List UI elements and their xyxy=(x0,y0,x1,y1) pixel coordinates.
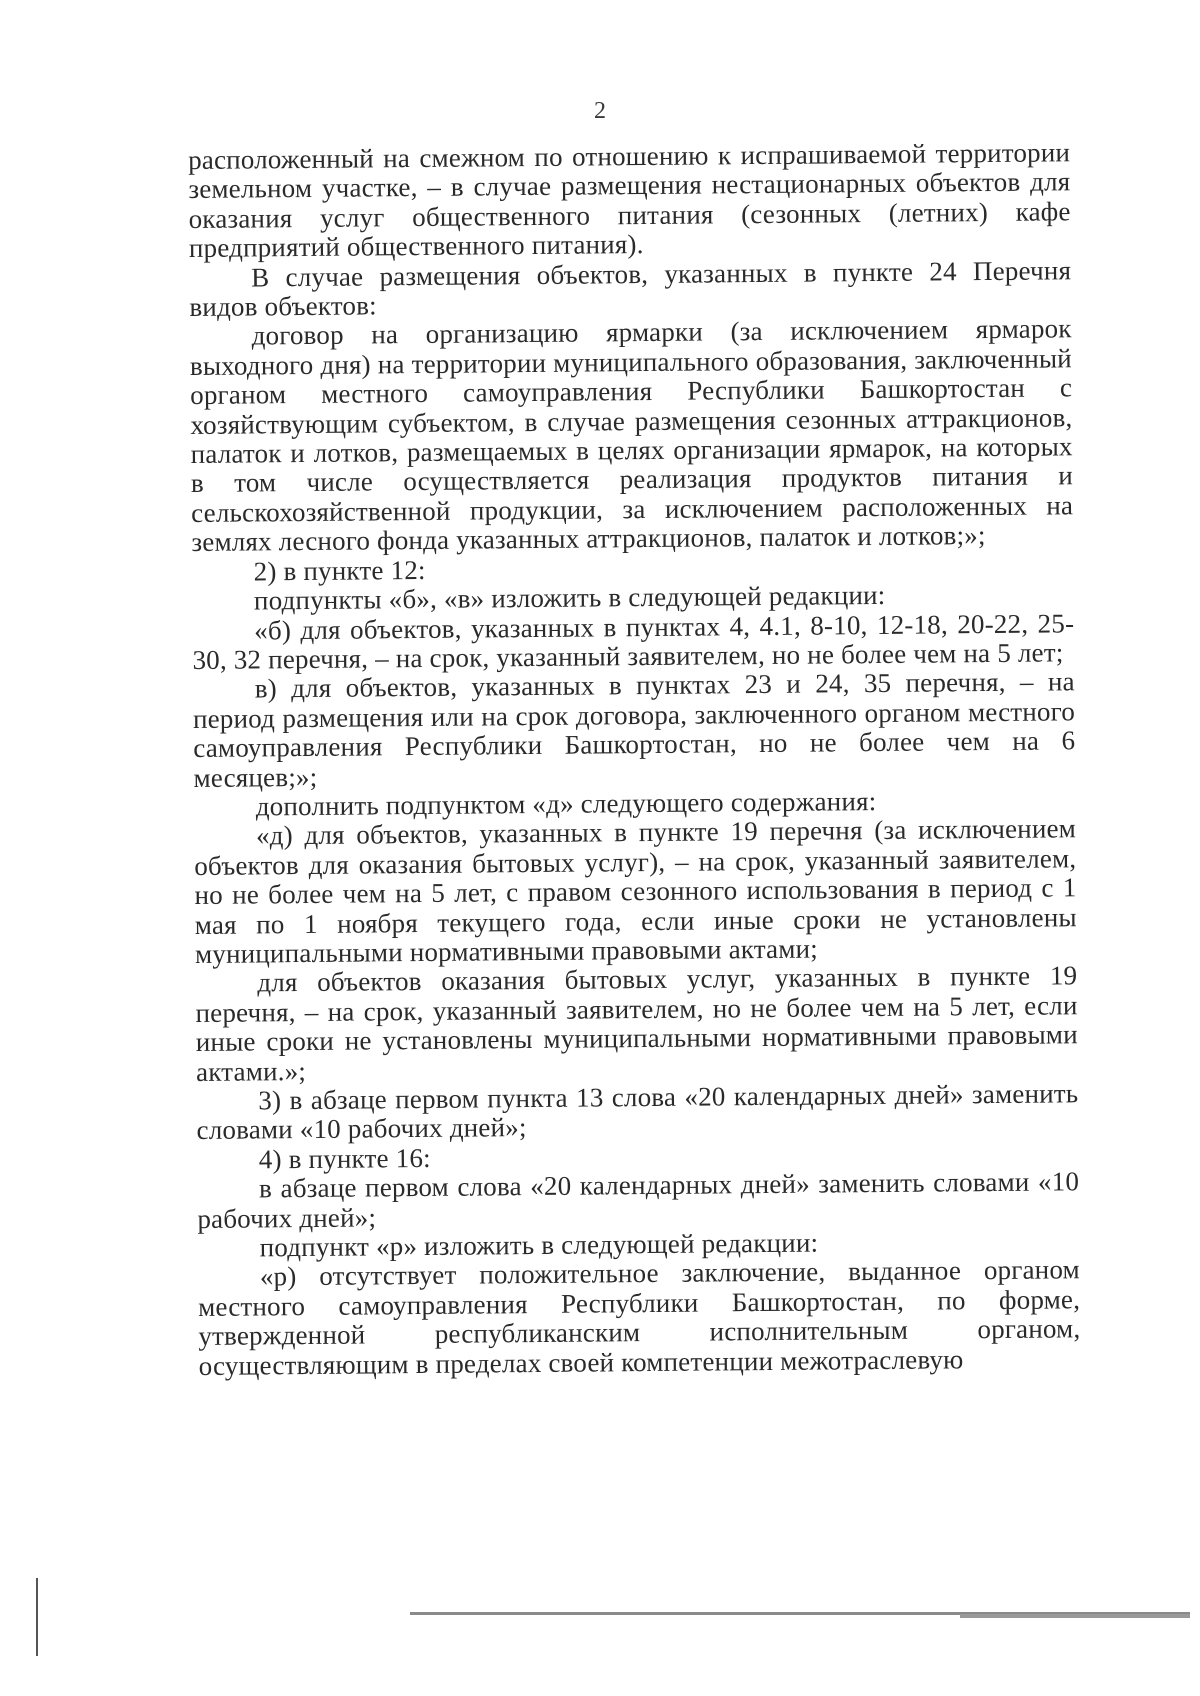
item-2-paragraph: 2) в пункте 12: xyxy=(253,554,426,587)
item-4-paragraph: 4) в пункте 16: xyxy=(258,1142,431,1175)
subitem-r-intro-paragraph: подпункт «р» изложить в следующей редакции: xyxy=(259,1227,819,1263)
page-number: 2 xyxy=(594,98,606,124)
first-paragraph-amendment: в абзаце первом слова «20 календарных дней» заменить словами «10 рабочих дней»; xyxy=(197,1166,1080,1234)
household-services-paragraph: для объектов оказания бытовых услуг, указанных в пункте 19 перечня, – на срок, указанный заявителем, но не более чем на 5 лет, если иные сроки не установлены муниципальными нормативными правовыми актами.»; xyxy=(195,960,1078,1087)
scan-margin-line xyxy=(36,1578,38,1656)
case-24-paragraph: В случае размещения объектов, указанных в пункте 24 Перечня видов объектов: xyxy=(189,254,1072,323)
subitem-d-paragraph: «д) для объектов, указанных в пункте 19 перечня (за исключением объектов для оказания бытовых услуг), – на срок, указанный заявителем, но не более чем на 5 лет, с правом сезонного использования в период с 1 мая по 1 ноября текущего года, если иные сроки не установлены муниципальными нормативными правовыми актами; xyxy=(194,813,1077,969)
scan-bottom-rule-thick xyxy=(960,1614,1190,1618)
fair-contract-paragraph: договор на организацию ярмарки (за исключением ярмарок выходного дня) на территории муниципального образования, заключенный органом местного самоуправления Республики Башкортостан с хозяйствующим субъектом, в случае размещения сезонных аттракционов, палаток и лотков, размещаемых в целях организации ярмарок, на которых в том числе осуществляется реализация продуктов питания и сельскохозяйственной продукции, за исключением расположенных на землях лесного фонда указанных аттракционов, палаток и лотков;»; xyxy=(189,313,1074,558)
item-3-paragraph: 3) в абзаце первом пункта 13 слова «20 календарных дней» заменить словами «10 рабочих дней»; xyxy=(196,1078,1079,1146)
subitem-r-paragraph: «р) отсутствует положительное заключение, выданное органом местного самоуправления Республики Башкортостан, по форме, утвержденной республиканским исполнительным органом, осуществляющим в пределах своей компетенции межотраслевую xyxy=(197,1254,1081,1381)
subitems-b-v-paragraph: подпункты «б», «в» изложить в следующей редакции: xyxy=(253,580,886,616)
continuation-paragraph: расположенный на смежном по отношению к испрашиваемой территории земельном участке, – в случае размещения нестационарных объектов для оказания услуг общественного питания (сезонных (летних) кафе предприятий общественного питания). xyxy=(187,137,1071,264)
subitem-v-paragraph: в) для объектов, указанных в пунктах 23 и 24, 35 перечня, – на период размещения или на срок договора, заключенного органом местного самоуправления Республики Башкортостан, но не более чем на 6 месяцев;»; xyxy=(192,666,1076,793)
add-subitem-d-paragraph: дополнить подпунктом «д» следующего содержания: xyxy=(255,785,877,822)
document-body xyxy=(188,138,1081,1381)
subitem-b-paragraph: «б) для объектов, указанных в пунктах 4, 4.1, 8-10, 12-18, 20-22, 25-30, 32 перечня, – на срок, указанный заявителем, но не более чем на 5 лет; xyxy=(192,607,1075,675)
